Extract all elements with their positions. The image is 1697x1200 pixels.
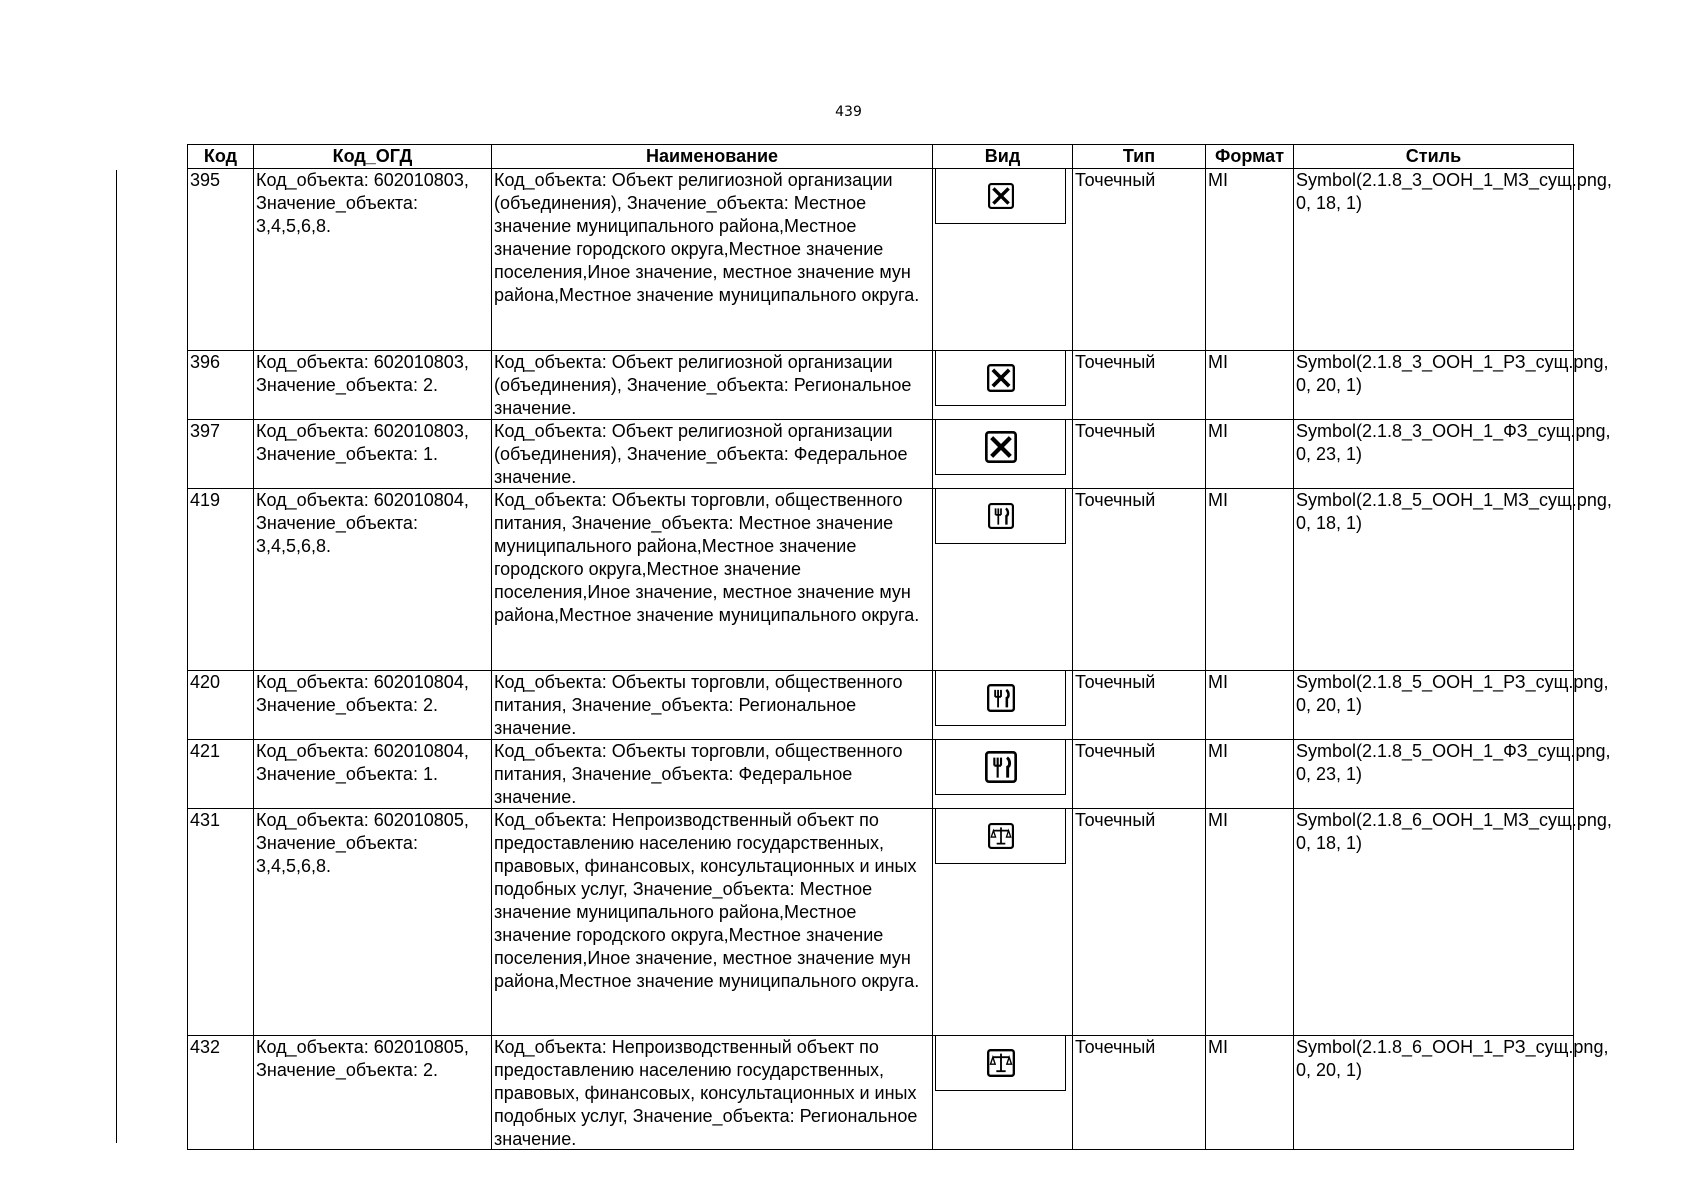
cell-type — [1073, 489, 1206, 671]
cell-style-text: Symbol(2.1.8_6_ООН_1_РЗ_сущ.png, 0, 20, 1) — [1296, 1037, 1609, 1080]
cell-code-text: 421 — [190, 741, 221, 761]
cell-view — [933, 489, 1073, 671]
cell-format — [1206, 740, 1294, 809]
cell-type-text: Точечный — [1075, 490, 1156, 510]
cell-code — [188, 420, 254, 489]
table-header-row — [188, 145, 1574, 169]
cell-type-text: Точечный — [1075, 1037, 1156, 1057]
cell-name — [492, 740, 933, 809]
religious-object-icon — [935, 169, 1066, 224]
cell-name — [492, 671, 933, 740]
header-view: Вид — [933, 145, 1073, 169]
cell-style-text: Symbol(2.1.8_3_ООН_1_МЗ_сущ.png, 0, 18, 1) — [1296, 170, 1612, 213]
header-name: Наименование — [492, 145, 933, 169]
header-code: Код — [188, 145, 254, 169]
cell-code-ogd-text: Код_объекта: 602010803, Значение_объекта: 2. — [256, 352, 469, 395]
cell-style-text: Symbol(2.1.8_3_ООН_1_РЗ_сущ.png, 0, 20, 1) — [1296, 352, 1609, 395]
cell-code-ogd-text: Код_объекта: 602010804, Значение_объекта: 3,4,5,6,8. — [256, 490, 469, 556]
cell-code-ogd-text: Код_объекта: 602010804, Значение_объекта: 1. — [256, 741, 469, 784]
cell-code-ogd-text: Код_объекта: 602010805, Значение_объекта: 2. — [256, 1037, 469, 1080]
cell-code-ogd-text: Код_объекта: 602010805, Значение_объекта: 3,4,5,6,8. — [256, 810, 469, 876]
cell-style — [1294, 671, 1609, 740]
cell-name-text: Код_объекта: Объекты торговли, общественного питания, Значение_объекта: Федеральное значение. — [494, 741, 903, 807]
cell-view — [933, 671, 1073, 740]
cell-name — [492, 420, 933, 489]
cell-code-text: 431 — [190, 810, 221, 830]
cell-name-text: Код_объекта: Объект религиозной организации (объединения), Значение_объекта: Федеральное значение. — [494, 421, 908, 487]
cell-name — [492, 809, 933, 1036]
cell-code-ogd — [254, 809, 492, 1036]
cell-code-text: 420 — [190, 672, 221, 692]
cell-code-text: 432 — [190, 1037, 221, 1057]
scales-icon — [935, 809, 1066, 864]
cell-name-text: Код_объекта: Объект религиозной организации (объединения), Значение_объекта: Региональное значение. — [494, 352, 912, 418]
cell-view — [933, 809, 1073, 1036]
cell-code-text: 419 — [190, 490, 221, 510]
cell-format — [1206, 351, 1294, 420]
cell-code — [188, 740, 254, 809]
cell-format-text: MI — [1208, 421, 1228, 441]
cell-type — [1073, 671, 1206, 740]
header-format: Формат — [1206, 145, 1294, 169]
cell-format-text: MI — [1208, 352, 1228, 372]
table-row — [188, 169, 1574, 351]
cell-view — [933, 420, 1073, 489]
cell-name — [492, 489, 933, 671]
cell-code-text: 395 — [190, 170, 221, 190]
cell-style — [1294, 420, 1611, 489]
objects-table — [187, 144, 1612, 1150]
page-number: 439 — [835, 104, 862, 120]
cell-format — [1206, 671, 1294, 740]
fork-knife-icon — [935, 489, 1066, 544]
fork-knife-icon — [935, 740, 1066, 795]
cell-name — [492, 169, 933, 351]
header-style: Стиль — [1294, 145, 1574, 169]
cell-code-ogd — [254, 351, 492, 420]
cell-type — [1073, 740, 1206, 809]
cell-style-text: Symbol(2.1.8_5_ООН_1_ФЗ_сущ.png, 0, 23, 1) — [1296, 741, 1611, 784]
cell-format — [1206, 1036, 1294, 1150]
cell-name — [492, 351, 933, 420]
religious-object-icon — [935, 351, 1066, 406]
cell-style-text: Symbol(2.1.8_5_ООН_1_РЗ_сущ.png, 0, 20, 1) — [1296, 672, 1609, 715]
table-row — [188, 671, 1574, 740]
cell-type — [1073, 169, 1206, 351]
cell-type-text: Точечный — [1075, 672, 1156, 692]
fork-knife-icon — [935, 671, 1066, 726]
cell-name-text: Код_объекта: Объекты торговли, общественного питания, Значение_объекта: Местное значение муниципального района,Местное значение городского округа,Местное значение поселения,Иное значение, местное значение мун района,Местное значение муниципального округа. — [494, 490, 920, 625]
cell-code-text: 397 — [190, 421, 221, 441]
table-row — [188, 489, 1574, 671]
cell-format — [1206, 169, 1294, 351]
cell-format — [1206, 489, 1294, 671]
cell-code-ogd — [254, 1036, 492, 1150]
table-row — [188, 351, 1574, 420]
cell-code-text: 396 — [190, 352, 221, 372]
cell-type — [1073, 809, 1206, 1036]
cell-view — [933, 740, 1073, 809]
margin-line — [116, 170, 117, 1143]
header-type: Тип — [1073, 145, 1206, 169]
religious-object-icon — [935, 420, 1066, 475]
cell-type-text: Точечный — [1075, 421, 1156, 441]
cell-view — [933, 169, 1073, 351]
cell-view — [933, 1036, 1073, 1150]
cell-style — [1294, 740, 1611, 809]
table-row — [188, 420, 1574, 489]
cell-name — [492, 1036, 933, 1150]
cell-type — [1073, 351, 1206, 420]
cell-format-text: MI — [1208, 490, 1228, 510]
cell-type-text: Точечный — [1075, 741, 1156, 761]
cell-code — [188, 1036, 254, 1150]
cell-type — [1073, 420, 1206, 489]
cell-format-text: MI — [1208, 672, 1228, 692]
cell-format-text: MI — [1208, 741, 1228, 761]
cell-code — [188, 351, 254, 420]
cell-format-text: MI — [1208, 170, 1228, 190]
cell-code — [188, 489, 254, 671]
cell-format-text: MI — [1208, 1037, 1228, 1057]
cell-name-text: Код_объекта: Объект религиозной организации (объединения), Значение_объекта: Местное значение муниципального района,Местное значение городского округа,Местное значение поселения,Иное значение, местное значение мун района,Местное значение муниципального округа. — [494, 170, 920, 305]
cell-style — [1294, 351, 1609, 420]
cell-style — [1294, 169, 1612, 351]
cell-code-ogd-text: Код_объекта: 602010804, Значение_объекта: 2. — [256, 672, 469, 715]
cell-code — [188, 809, 254, 1036]
cell-code-ogd — [254, 420, 492, 489]
cell-type-text: Точечный — [1075, 352, 1156, 372]
cell-type-text: Точечный — [1075, 170, 1156, 190]
cell-style — [1294, 1036, 1609, 1150]
cell-type-text: Точечный — [1075, 810, 1156, 830]
cell-name-text: Код_объекта: Непроизводственный объект по предоставлению населению государственных, правовых, финансовых, консультационных и иных подобных услуг, Значение_объекта: Региональное значение. — [494, 1037, 918, 1149]
header-code-ogd: Код_ОГД — [254, 145, 492, 169]
cell-code — [188, 671, 254, 740]
table-row — [188, 1036, 1574, 1150]
cell-code-ogd-text: Код_объекта: 602010803, Значение_объекта: 3,4,5,6,8. — [256, 170, 469, 236]
cell-view — [933, 351, 1073, 420]
cell-code-ogd — [254, 740, 492, 809]
cell-style — [1294, 809, 1612, 1036]
cell-code-ogd — [254, 169, 492, 351]
cell-format-text: MI — [1208, 810, 1228, 830]
scales-icon — [935, 1036, 1066, 1091]
cell-code-ogd-text: Код_объекта: 602010803, Значение_объекта: 1. — [256, 421, 469, 464]
cell-name-text: Код_объекта: Объекты торговли, общественного питания, Значение_объекта: Региональное значение. — [494, 672, 903, 738]
cell-type — [1073, 1036, 1206, 1150]
cell-name-text: Код_объекта: Непроизводственный объект по предоставлению населению государственных, правовых, финансовых, консультационных и иных подобных услуг, Значение_объекта: Местное значение муниципального района,Местное значение городского округа,Местное значение поселения,Иное значение, местное значение мун района,Местное значение муниципального округа. — [494, 810, 920, 991]
cell-format — [1206, 420, 1294, 489]
cell-code-ogd — [254, 489, 492, 671]
table-row — [188, 740, 1574, 809]
cell-format — [1206, 809, 1294, 1036]
table-row — [188, 809, 1574, 1036]
cell-style — [1294, 489, 1612, 671]
cell-code-ogd — [254, 671, 492, 740]
cell-style-text: Symbol(2.1.8_6_ООН_1_МЗ_сущ.png, 0, 18, 1) — [1296, 810, 1612, 853]
cell-code — [188, 169, 254, 351]
cell-style-text: Symbol(2.1.8_3_ООН_1_ФЗ_сущ.png, 0, 23, 1) — [1296, 421, 1611, 464]
cell-style-text: Symbol(2.1.8_5_ООН_1_МЗ_сущ.png, 0, 18, 1) — [1296, 490, 1612, 533]
